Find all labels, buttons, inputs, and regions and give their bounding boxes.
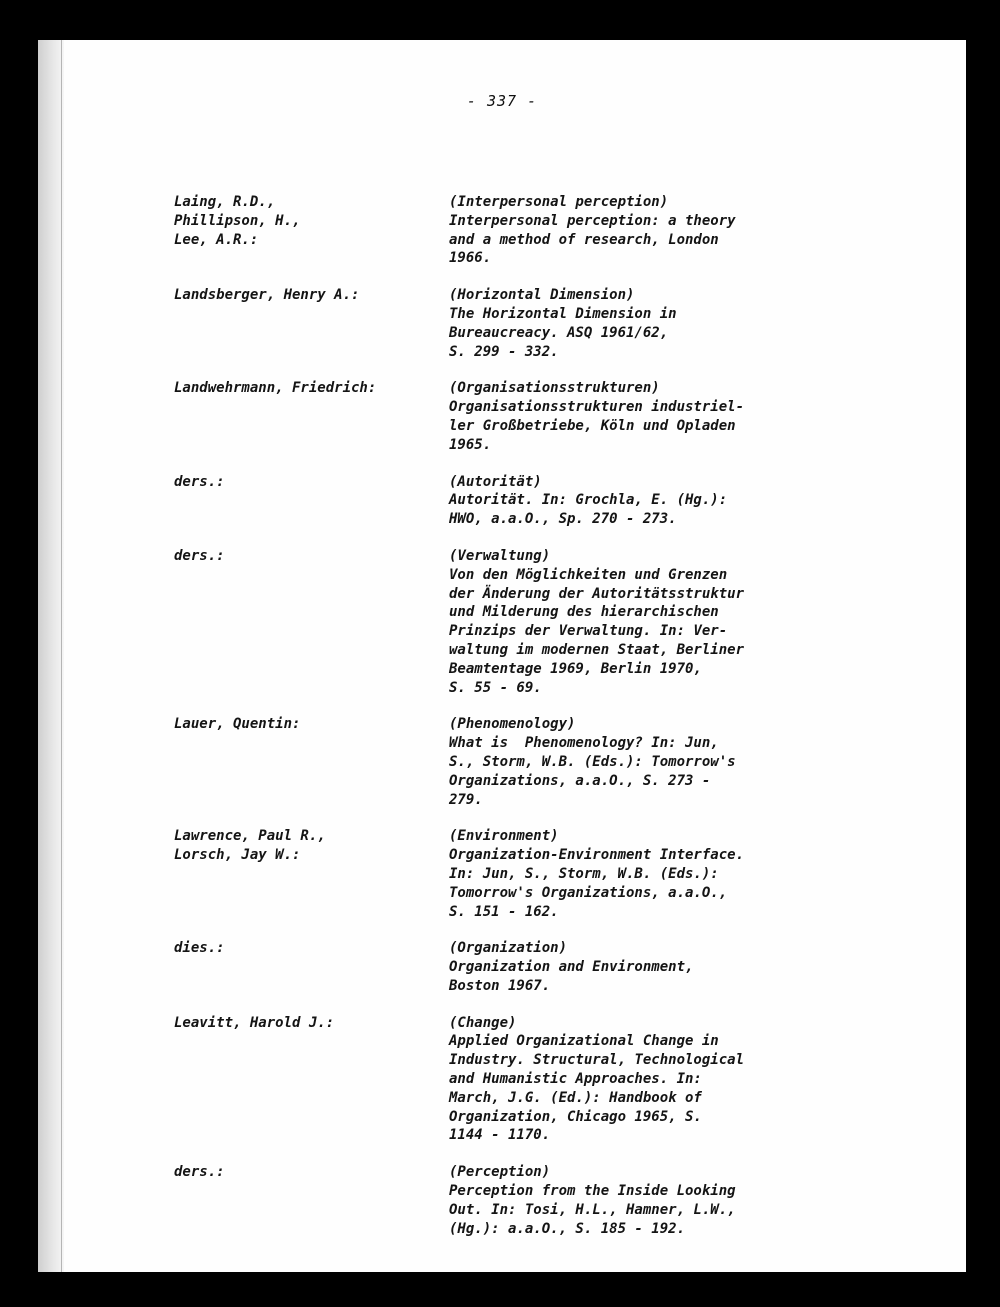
entry-reference-line: 1144 - 1170. xyxy=(449,1127,551,1144)
entry-reference-line: S. 55 - 69. xyxy=(449,679,542,696)
entry-reference-line: The Horizontal Dimension in xyxy=(449,305,677,322)
page-number: - 337 - xyxy=(466,92,538,110)
entry-reference-line: Out. In: Tosi, H.L., Hamner, L.W., xyxy=(449,1201,736,1218)
entry-author: Laing, R.D., Phillipson, H., Lee, A.R.: xyxy=(174,194,301,248)
bibliography-entry xyxy=(174,1014,854,1146)
entry-author: Lawrence, Paul R., Lorsch, Jay W.: xyxy=(174,828,326,864)
entry-reference-line: Boston 1967. xyxy=(449,977,551,994)
entry-reference-line: Organization and Environment, xyxy=(449,959,694,976)
entry-author: Landwehrmann, Friedrich: xyxy=(174,380,377,397)
entry-reference-line: Beamtentage 1969, Berlin 1970, xyxy=(449,660,702,677)
entry-reference-line: and Humanistic Approaches. In: xyxy=(449,1071,702,1088)
binding-edge xyxy=(61,40,62,1272)
bibliography-entry xyxy=(174,547,854,697)
entry-reference-line: und Milderung des hierarchischen xyxy=(449,604,719,621)
entry-reference-line: In: Jun, S., Storm, W.B. (Eds.): xyxy=(449,865,719,882)
entry-reference-line: HWO, a.a.O., Sp. 270 - 273. xyxy=(449,511,677,528)
entry-reference-line: Autorität. In: Grochla, E. (Hg.): xyxy=(449,492,728,509)
entry-reference-line: Industry. Structural, Technological xyxy=(449,1052,745,1069)
bibliography-entry xyxy=(174,715,854,809)
entry-reference-line: (Hg.): a.a.O., S. 185 - 192. xyxy=(449,1220,686,1237)
entry-keyword: (Interpersonal perception) xyxy=(449,194,669,210)
document-page xyxy=(38,40,966,1272)
entry-reference-line: ler Großbetriebe, Köln und Opladen xyxy=(449,417,736,434)
bibliography-entry xyxy=(174,193,854,268)
entry-reference-line: Organization-Environment Interface. xyxy=(449,847,745,864)
entry-reference-line: S. 299 - 332. xyxy=(449,343,559,360)
entry-reference xyxy=(449,1014,854,1146)
entry-reference-line: Applied Organizational Change in xyxy=(449,1033,719,1050)
entry-keyword: (Horizontal Dimension) xyxy=(449,287,635,304)
entry-reference-line: 279. xyxy=(449,791,483,808)
entry-author: ders.: xyxy=(174,547,225,564)
entry-author: ders.: xyxy=(174,473,225,490)
entry-keyword: (Change) xyxy=(449,1014,517,1031)
bibliography-entry xyxy=(174,1163,854,1238)
entry-reference-line: Organizations, a.a.O., S. 273 - xyxy=(449,772,711,789)
entry-reference xyxy=(449,827,854,921)
bibliography-entry xyxy=(174,379,854,454)
entry-reference xyxy=(449,715,854,809)
entry-reference-line: March, J.G. (Ed.): Handbook of xyxy=(449,1089,702,1106)
entry-keyword: (Environment) xyxy=(449,828,559,845)
entry-reference xyxy=(449,286,854,361)
entry-keyword: (Verwaltung) xyxy=(449,547,551,564)
entry-author: ders.: xyxy=(174,1164,225,1181)
entry-author: Leavitt, Harold J.: xyxy=(174,1014,335,1031)
entry-reference-line: Von den Möglichkeiten und Grenzen xyxy=(449,566,728,583)
entry-author: Landsberger, Henry A.: xyxy=(174,287,360,304)
entry-reference-line: S., Storm, W.B. (Eds.): Tomorrow's xyxy=(449,753,736,770)
entry-reference-line: What is Phenomenology? In: Jun, xyxy=(449,735,719,752)
entry-reference-line: Tomorrow's Organizations, a.a.O., xyxy=(449,884,728,901)
entry-reference xyxy=(449,379,854,454)
entry-reference xyxy=(449,939,854,995)
entry-reference-line: Prinzips der Verwaltung. In: Ver- xyxy=(449,623,728,640)
entry-keyword: (Autorität) xyxy=(449,473,542,490)
entry-reference-line: and a method of research, London xyxy=(449,231,719,248)
entry-keyword: (Perception) xyxy=(449,1164,551,1181)
entry-reference-line: S. 151 - 162. xyxy=(449,903,559,920)
bibliography-list xyxy=(174,193,854,1256)
entry-reference-line: Perception from the Inside Looking xyxy=(449,1183,736,1200)
entry-reference xyxy=(449,473,854,529)
entry-reference-line: Bureaucreacy. ASQ 1961/62, xyxy=(449,324,669,341)
entry-reference xyxy=(449,547,854,697)
bibliography-entry xyxy=(174,473,854,529)
entry-reference-line: Interpersonal perception: a theory xyxy=(449,212,736,229)
entry-reference xyxy=(449,1163,854,1238)
bibliography-entry xyxy=(174,286,854,361)
entry-keyword: (Organization) xyxy=(449,940,568,957)
entry-reference-line: 1966. xyxy=(449,250,492,267)
entry-reference-line: Organization, Chicago 1965, S. xyxy=(449,1108,702,1125)
bibliography-entry xyxy=(174,827,854,921)
entry-reference-line: waltung im modernen Staat, Berliner xyxy=(449,641,745,658)
entry-author: Lauer, Quentin: xyxy=(174,716,301,733)
entry-reference xyxy=(449,193,854,268)
entry-keyword: (Organisationsstrukturen) xyxy=(449,380,660,397)
entry-reference-line: der Änderung der Autoritätsstruktur xyxy=(449,585,745,602)
bibliography-entry xyxy=(174,939,854,995)
entry-keyword: (Phenomenology) xyxy=(449,716,576,733)
entry-reference-line: Organisationsstrukturen industriel- xyxy=(449,399,745,416)
entry-reference-line: 1965. xyxy=(449,436,492,453)
entry-author: dies.: xyxy=(174,940,225,957)
